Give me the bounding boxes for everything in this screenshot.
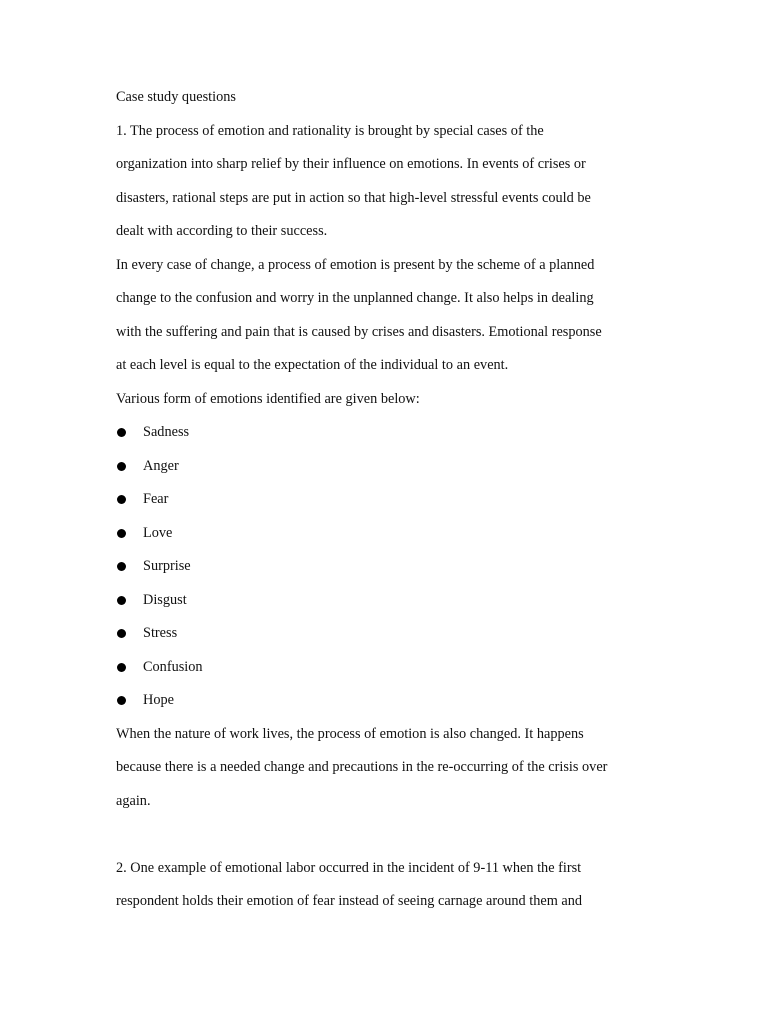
bullet-icon xyxy=(117,629,126,638)
list-item-label: Disgust xyxy=(143,591,187,608)
document-page xyxy=(116,85,656,923)
text-line: In every case of change, a process of emotion is present by the scheme of a planned xyxy=(116,256,595,273)
list-item xyxy=(116,487,656,521)
text-line: 2. One example of emotional labor occurred in the incident of 9-11 when the first xyxy=(116,859,582,876)
emotions-list xyxy=(116,420,656,722)
text-line: again. xyxy=(116,792,151,809)
text-line: at each level is equal to the expectation of the individual to an event. xyxy=(116,357,509,373)
bullet-icon xyxy=(117,428,126,437)
list-item xyxy=(116,554,656,588)
bullet-icon xyxy=(117,529,126,538)
list-item-label: Hope xyxy=(143,692,174,708)
list-item-label: Sadness xyxy=(143,424,190,440)
list-item xyxy=(116,588,656,622)
question-1-paragraph xyxy=(116,119,656,253)
text-line: disasters, rational steps are put in action so that high-level stressful events could be xyxy=(116,189,591,206)
document-heading: Case study questions xyxy=(116,89,236,105)
list-item-label: Anger xyxy=(143,457,179,474)
text-line: dealt with according to their success. xyxy=(116,223,328,239)
bullet-icon xyxy=(117,696,126,705)
bullet-icon xyxy=(117,462,126,471)
change-paragraph xyxy=(116,253,656,387)
bullet-icon xyxy=(117,596,126,605)
list-item-label: Stress xyxy=(143,625,178,641)
list-item-label: Confusion xyxy=(143,658,203,675)
text-line: respondent holds their emotion of fear instead of seeing carnage around them and xyxy=(116,893,583,909)
text-line: 1. The process of emotion and rationality is brought by special cases of the xyxy=(116,122,544,139)
emotions-list-intro: Various form of emotions identified are given below: xyxy=(116,390,420,407)
list-item-label: Love xyxy=(143,524,173,541)
text-line: change to the confusion and worry in the unplanned change. It also helps in dealing xyxy=(116,290,594,306)
text-line: When the nature of work lives, the process of emotion is also changed. It happens xyxy=(116,725,584,742)
nature-of-work-paragraph xyxy=(116,722,656,823)
list-item xyxy=(116,621,656,655)
list-item xyxy=(116,521,656,555)
list-item xyxy=(116,454,656,488)
text-line: organization into sharp relief by their influence on emotions. In events of crises or xyxy=(116,156,586,172)
bullet-icon xyxy=(117,663,126,672)
text-line: because there is a needed change and precautions in the re-occurring of the crisis over xyxy=(116,759,608,775)
question-2-paragraph xyxy=(116,856,656,923)
list-item xyxy=(116,655,656,689)
bullet-icon xyxy=(117,562,126,571)
text-line: with the suffering and pain that is caused by crises and disasters. Emotional response xyxy=(116,323,602,340)
bullet-icon xyxy=(117,495,126,504)
list-item-label: Fear xyxy=(143,491,169,507)
list-item xyxy=(116,420,656,454)
paragraph-spacer xyxy=(116,822,656,856)
list-item xyxy=(116,688,656,722)
list-item-label: Surprise xyxy=(143,558,191,574)
